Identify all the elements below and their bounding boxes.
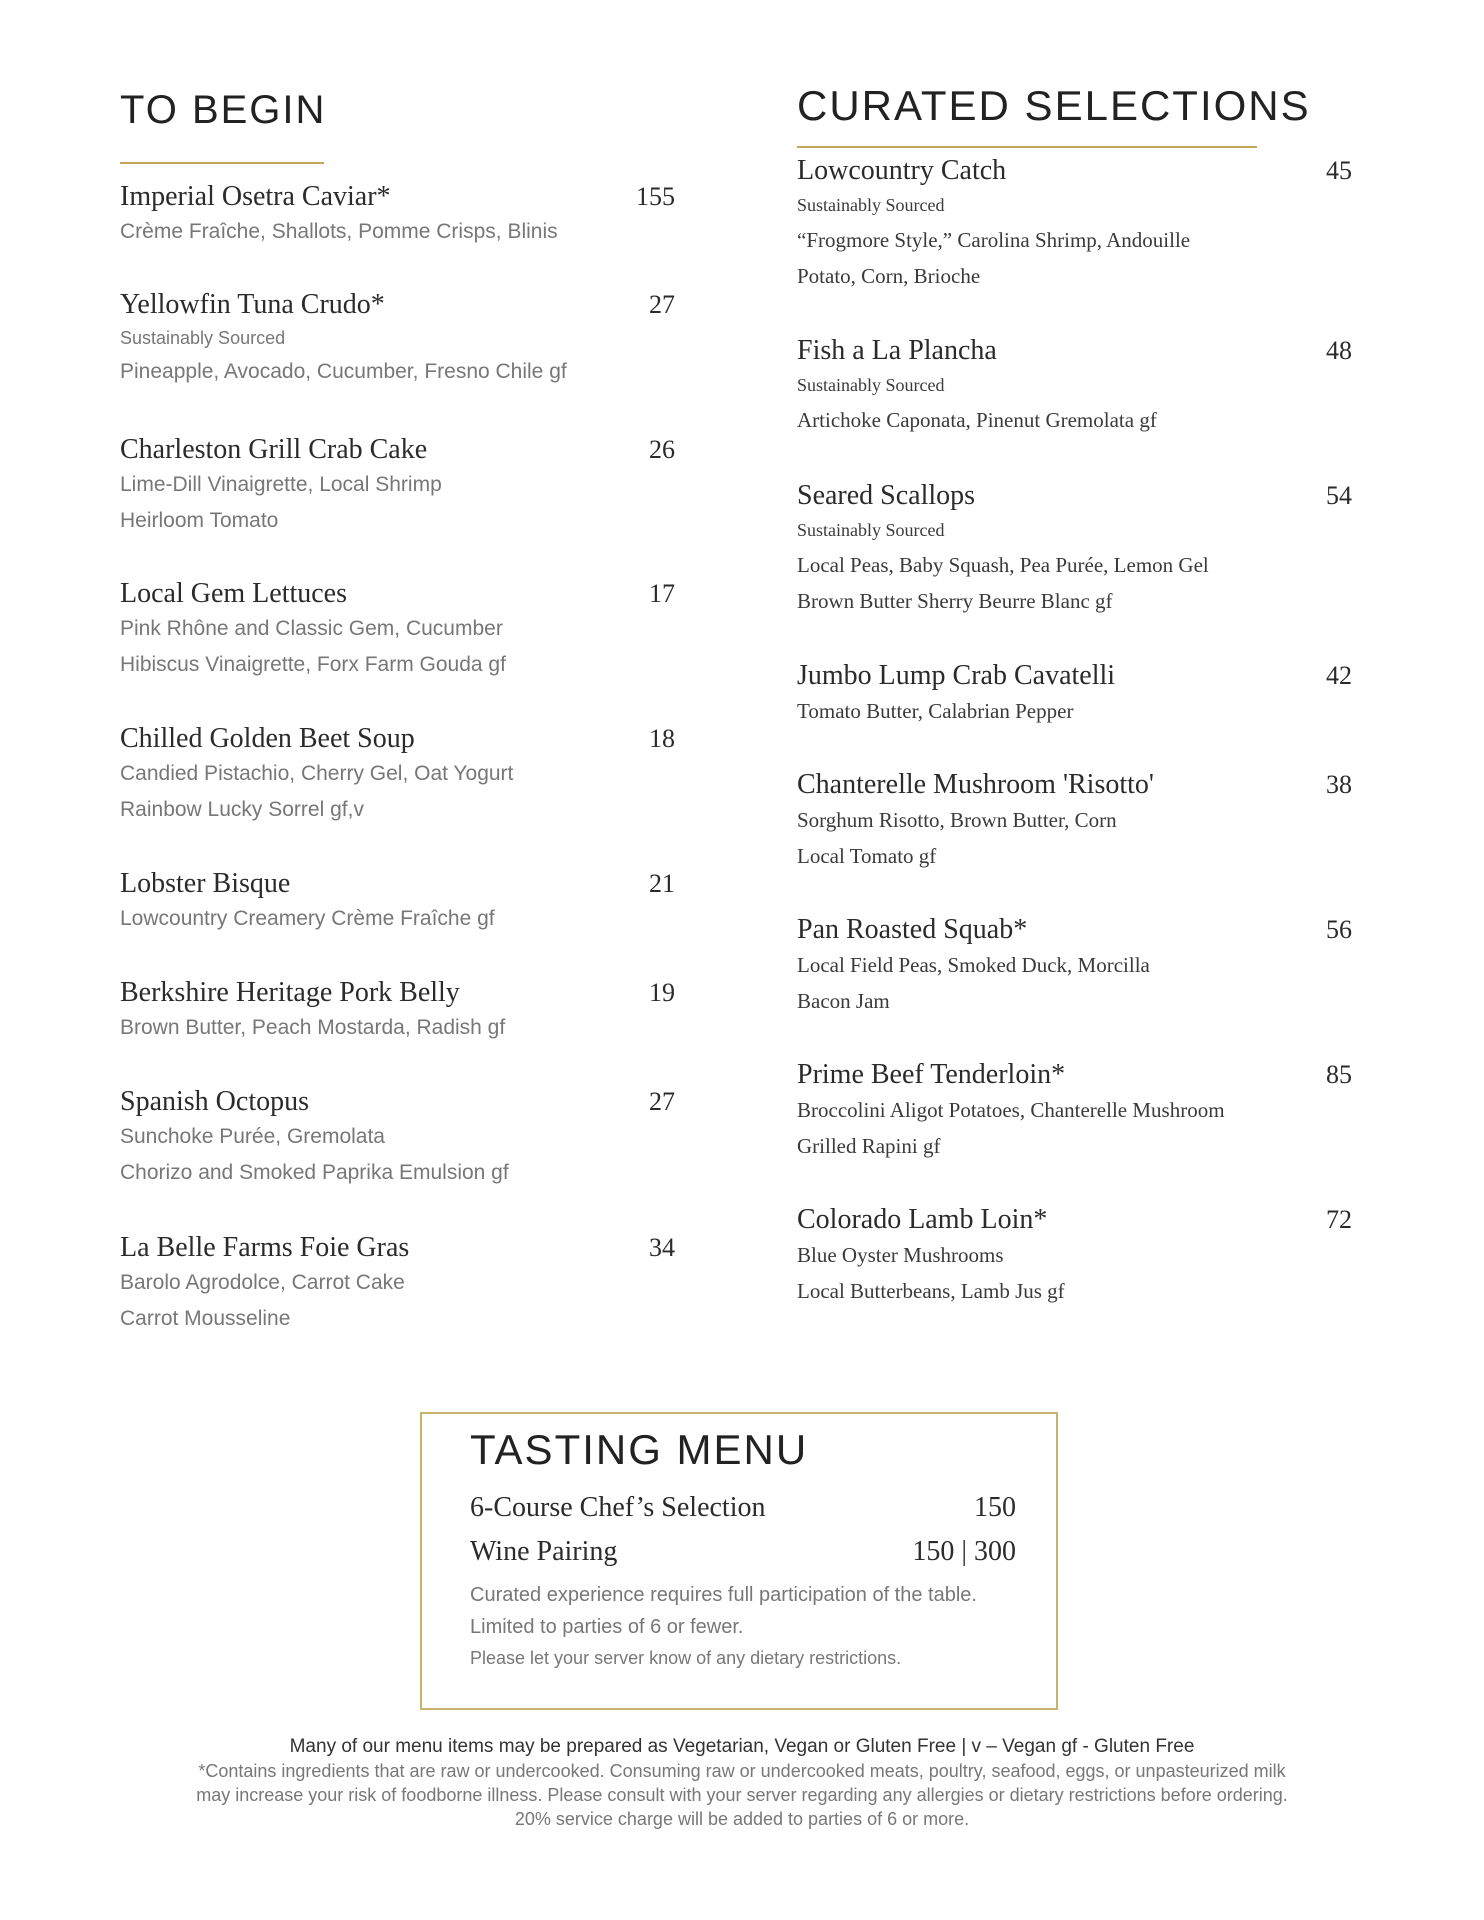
menu-item: [120, 1085, 675, 1191]
item-description: Blue Oyster Mushrooms: [797, 1243, 1004, 1267]
dietary-footer-line: Many of our menu items may be prepared as Vegetarian, Vegan or Gluten Free | v – Vegan gf - Gluten Free: [289, 1736, 1195, 1757]
item-description: Crème Fraîche, Shallots, Pomme Crisps, Blinis: [120, 220, 558, 243]
item-price: 72: [1326, 1205, 1352, 1234]
item-description: Lime-Dill Vinaigrette, Local Shrimp: [120, 473, 442, 496]
menu-item: [797, 659, 1352, 729]
tasting-note: Curated experience requires full participation of the table.: [470, 1584, 977, 1606]
item-description: Pineapple, Avocado, Cucumber, Fresno Chile gf: [120, 360, 567, 383]
item-price: 85: [1326, 1060, 1352, 1089]
item-description: Sorghum Risotto, Brown Butter, Corn: [797, 808, 1117, 832]
item-name: La Belle Farms Foie Gras: [120, 1232, 410, 1263]
item-description: Local Peas, Baby Squash, Pea Purée, Lemon Gel: [797, 553, 1209, 577]
menu-item: [797, 154, 1352, 294]
item-price: 27: [649, 1087, 675, 1116]
item-name: Berkshire Heritage Pork Belly: [120, 977, 460, 1008]
item-price: 45: [1326, 156, 1352, 185]
menu-item: [120, 288, 675, 390]
menu-item: [797, 768, 1352, 874]
curated-rule: [797, 146, 1257, 148]
tasting-item-name: 6-Course Chef’s Selection: [470, 1492, 766, 1523]
item-price: 155: [636, 182, 675, 211]
item-name: Lowcountry Catch: [797, 155, 1007, 186]
item-price: 48: [1326, 336, 1352, 365]
item-note: Sustainably Sourced: [120, 328, 286, 348]
menu-item: [120, 433, 675, 539]
item-description: Heirloom Tomato: [120, 509, 279, 532]
curated-title: CURATED SELECTIONS: [797, 82, 1311, 129]
menu-item: [120, 180, 675, 250]
tasting-item-price: 150: [974, 1492, 1016, 1523]
item-description: Tomato Butter, Calabrian Pepper: [797, 699, 1074, 723]
item-price: 26: [649, 435, 675, 464]
item-price: 19: [649, 978, 675, 1007]
item-note: Sustainably Sourced: [797, 520, 945, 540]
item-name: Chilled Golden Beet Soup: [120, 723, 415, 754]
tasting-item-name: Wine Pairing: [470, 1536, 618, 1567]
to-begin-title: TO BEGIN: [120, 88, 327, 132]
menu-item: [120, 722, 675, 828]
item-description: Grilled Rapini gf: [797, 1134, 941, 1158]
item-description: Brown Butter Sherry Beurre Blanc gf: [797, 589, 1113, 613]
item-price: 42: [1326, 661, 1352, 690]
item-description: Artichoke Caponata, Pinenut Gremolata gf: [797, 408, 1157, 432]
item-name: Jumbo Lump Crab Cavatelli: [797, 660, 1116, 691]
tasting-menu-box: [420, 1412, 1058, 1710]
item-description: Rainbow Lucky Sorrel gf,v: [120, 798, 364, 821]
item-description: Local Tomato gf: [797, 844, 937, 868]
item-description: Sunchoke Purée, Gremolata: [120, 1125, 385, 1148]
item-description: Local Field Peas, Smoked Duck, Morcilla: [797, 953, 1150, 977]
item-description: Hibiscus Vinaigrette, Forx Farm Gouda gf: [120, 653, 506, 676]
menu-item: [797, 1058, 1352, 1164]
item-description: Brown Butter, Peach Mostarda, Radish gf: [120, 1016, 506, 1039]
item-name: Colorado Lamb Loin*: [797, 1204, 1048, 1235]
item-price: 17: [649, 579, 675, 608]
menu-item: [797, 913, 1352, 1019]
item-price: 21: [649, 869, 675, 898]
menu-item: [797, 334, 1352, 438]
item-description: Local Butterbeans, Lamb Jus gf: [797, 1279, 1065, 1303]
item-description: Chorizo and Smoked Paprika Emulsion gf: [120, 1161, 509, 1184]
item-description: Pink Rhône and Classic Gem, Cucumber: [120, 617, 503, 640]
item-name: Spanish Octopus: [120, 1086, 309, 1117]
menu-item: [120, 867, 675, 937]
item-description: Candied Pistachio, Cherry Gel, Oat Yogurt: [120, 762, 514, 785]
item-name: Local Gem Lettuces: [120, 578, 348, 609]
menu-item: [797, 1203, 1352, 1309]
menu-item: [120, 577, 675, 683]
tasting-item-price: 150 | 300: [912, 1536, 1016, 1567]
item-description: Lowcountry Creamery Crème Fraîche gf: [120, 907, 495, 930]
menu-item: [120, 976, 675, 1046]
service-charge-line: 20% service charge will be added to parties of 6 or more.: [514, 1809, 970, 1829]
raw-food-warning-line: *Contains ingredients that are raw or undercooked. Consuming raw or undercooked meats, poultry, seafood, eggs, or unpasteurized milk: [198, 1761, 1286, 1781]
item-description: Barolo Agrodolce, Carrot Cake: [120, 1271, 405, 1294]
item-name: Chanterelle Mushroom 'Risotto': [797, 769, 1154, 800]
menu-item: [120, 1231, 675, 1337]
item-name: Charleston Grill Crab Cake: [120, 434, 428, 465]
tasting-note: Please let your server know of any dietary restrictions.: [470, 1648, 902, 1668]
item-name: Pan Roasted Squab*: [797, 914, 1028, 945]
item-name: Imperial Osetra Caviar*: [120, 181, 391, 212]
item-price: 38: [1326, 770, 1352, 799]
item-name: Seared Scallops: [797, 480, 976, 511]
item-name: Lobster Bisque: [120, 868, 291, 899]
item-price: 34: [649, 1233, 675, 1262]
menu-item: [797, 479, 1352, 619]
item-description: Potato, Corn, Brioche: [797, 264, 981, 288]
item-name: Fish a La Plancha: [797, 335, 997, 366]
tasting-title: TASTING MENU: [470, 1426, 809, 1473]
to-begin-rule: [120, 162, 324, 164]
item-name: Prime Beef Tenderloin*: [797, 1059, 1066, 1090]
raw-food-warning-line: may increase your risk of foodborne illness. Please consult with your server regarding any allergies or dietary restrictions before ordering.: [196, 1785, 1288, 1805]
item-description: “Frogmore Style,” Carolina Shrimp, Andouille: [797, 228, 1191, 252]
item-description: Broccolini Aligot Potatoes, Chanterelle Mushroom: [797, 1098, 1225, 1122]
item-price: 27: [649, 290, 675, 319]
tasting-row-wine-pairing: [470, 1536, 1016, 1568]
item-price: 18: [649, 724, 675, 753]
item-price: 54: [1326, 481, 1352, 510]
tasting-row-chef-selection: [470, 1492, 1016, 1524]
item-name: Yellowfin Tuna Crudo*: [120, 289, 385, 320]
item-price: 56: [1326, 915, 1352, 944]
item-note: Sustainably Sourced: [797, 195, 945, 215]
item-note: Sustainably Sourced: [797, 375, 945, 395]
item-description: Carrot Mousseline: [120, 1307, 291, 1330]
tasting-note: Limited to parties of 6 or fewer.: [470, 1616, 744, 1638]
item-description: Bacon Jam: [797, 989, 890, 1013]
